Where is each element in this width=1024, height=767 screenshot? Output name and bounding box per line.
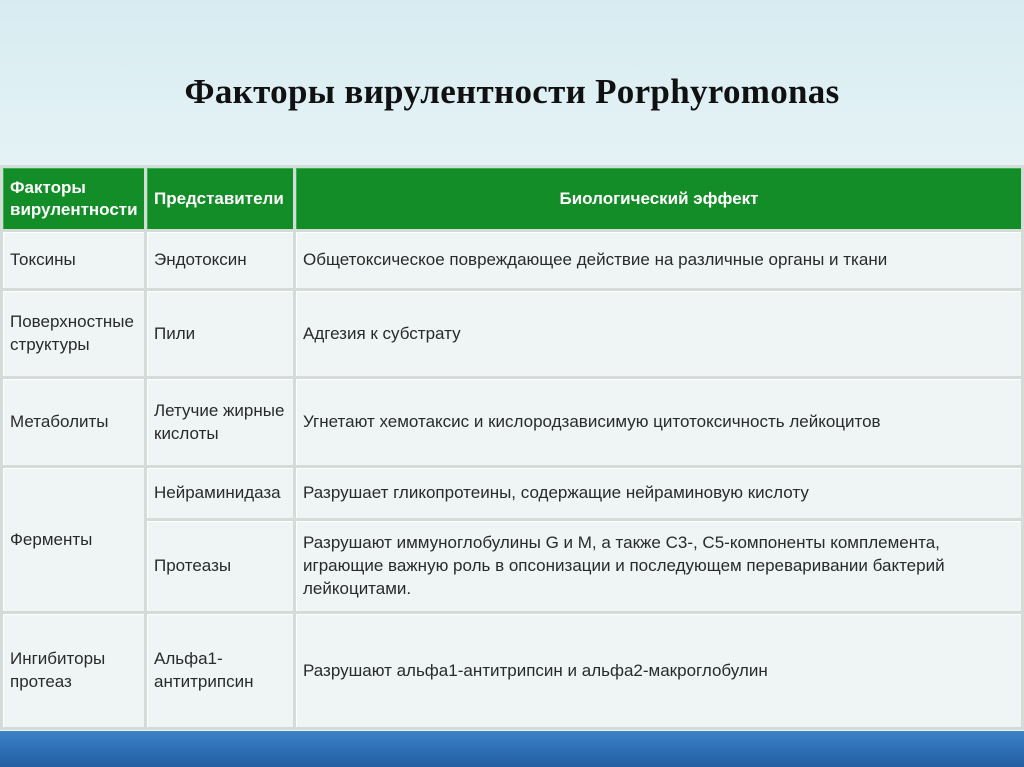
table-row [3,468,1021,518]
cell-effect: Общетоксическое повреждающее действие на различные органы и ткани [296,232,1021,288]
cell-effect: Угнетают хемотаксис и кислородзависимую цитотоксичность лейкоцитов [296,379,1021,465]
table-row [3,379,1021,465]
table-row [3,521,1021,611]
cell-effect: Разрушает гликопротеины, содержащие нейраминовую кислоту [296,468,1021,518]
cell-representative: Эндотоксин [147,232,293,288]
cell-representative: Нейраминидаза [147,468,293,518]
slide-title: Факторы вирулентности Porphyromonas [184,72,840,111]
header-effect: Биологический эффект [296,168,1021,229]
cell-factor: Ферменты [3,468,144,611]
cell-effect: Разрушают иммуноглобулины G и M, а также С3-, С5-компоненты комплемента, играющие важную роль в опсонизации и последующем переваривании бактерий лейкоцитами. [296,521,1021,611]
table-row [3,291,1021,376]
cell-representative: Альфа1-антитрипсин [147,614,293,727]
cell-representative: Протеазы [147,521,293,611]
table-row [3,614,1021,727]
virulence-factors-table [0,165,1024,730]
table-header-row [3,168,1021,229]
bottom-decor-bar [0,731,1024,767]
header-representatives: Представители [147,168,293,229]
header-factors: Факторы вирулентности [3,168,144,229]
cell-factor: Ингибиторы протеаз [3,614,144,727]
cell-effect: Адгезия к субстрату [296,291,1021,376]
cell-factor: Метаболиты [3,379,144,465]
cell-factor: Поверхностные структуры [3,291,144,376]
cell-representative: Летучие жирные кислоты [147,379,293,465]
table-row [3,232,1021,288]
cell-factor: Токсины [3,232,144,288]
cell-representative: Пили [147,291,293,376]
cell-effect: Разрушают альфа1-антитрипсин и альфа2-макроглобулин [296,614,1021,727]
